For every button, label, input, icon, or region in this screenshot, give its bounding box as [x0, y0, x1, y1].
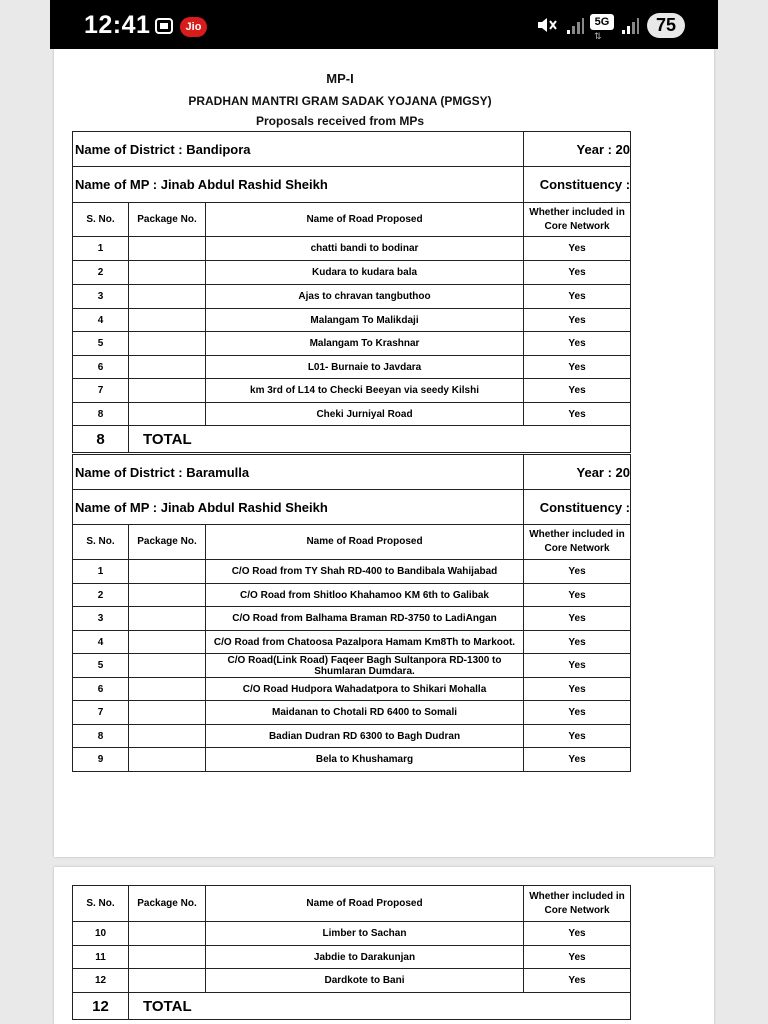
row-package — [129, 332, 206, 356]
row-core: Yes — [524, 285, 631, 309]
row-road: C/O Road from Chatoosa Pazalpora Hamam Km8Th to Markoot. — [206, 631, 524, 654]
status-time: 12:41 — [84, 11, 151, 39]
row-road: C/O Road from Balhama Braman RD-3750 to LadiAngan — [206, 607, 524, 631]
row-core: Yes — [524, 356, 631, 379]
document-subtitle-2: Proposals received from MPs — [255, 114, 425, 128]
row-sno: 4 — [73, 631, 129, 654]
mp-name: Name of MP : Jinab Abdul Rashid Sheikh — [73, 490, 524, 525]
table-row — [73, 654, 631, 678]
row-road: C/O Road Hudpora Wahadatpora to Shikari Mohalla — [206, 678, 524, 701]
proposals-table-baramulla — [72, 454, 631, 772]
row-road: Cheki Jurniyal Road — [206, 403, 524, 426]
table-row — [73, 560, 631, 584]
mp-row — [73, 490, 631, 525]
battery-indicator: 75 — [647, 13, 685, 38]
table-row — [73, 946, 631, 969]
total-row — [73, 993, 631, 1020]
row-package — [129, 560, 206, 584]
row-sno: 7 — [73, 701, 129, 725]
row-core: Yes — [524, 607, 631, 631]
row-core: Yes — [524, 678, 631, 701]
table-row — [73, 678, 631, 701]
row-core: Yes — [524, 654, 631, 678]
row-core: Yes — [524, 261, 631, 285]
row-road: Jabdie to Darakunjan — [206, 946, 524, 969]
table-row — [73, 922, 631, 946]
total-label: TOTAL — [129, 993, 631, 1020]
table-row — [73, 332, 631, 356]
row-road: L01- Burnaie to Javdara — [206, 356, 524, 379]
row-road: C/O Road from TY Shah RD-400 to Bandibala Wahijabad — [206, 560, 524, 584]
row-package — [129, 379, 206, 403]
row-package — [129, 748, 206, 772]
document-subtitle: PRADHAN MANTRI GRAM SADAK YOJANA (PMGSY) — [188, 94, 492, 108]
col-package: Package No. — [129, 525, 206, 560]
year-label: Year : 20 — [524, 455, 631, 490]
table-row — [73, 701, 631, 725]
row-sno: 6 — [73, 356, 129, 379]
col-core: Whether included in Core Network — [524, 203, 631, 237]
carrier-badge: Jio — [180, 17, 207, 37]
row-road: Kudara to kudara bala — [206, 261, 524, 285]
district-row — [73, 132, 631, 167]
total-count: 8 — [73, 426, 129, 453]
col-package: Package No. — [129, 203, 206, 237]
row-sno: 4 — [73, 309, 129, 332]
row-package — [129, 725, 206, 748]
row-road: Maidanan to Chotali RD 6400 to Somali — [206, 701, 524, 725]
row-road: Bela to Khushamarg — [206, 748, 524, 772]
row-sno: 12 — [73, 969, 129, 993]
column-header-row — [73, 203, 631, 237]
row-core: Yes — [524, 631, 631, 654]
col-road: Name of Road Proposed — [206, 886, 524, 922]
row-core: Yes — [524, 725, 631, 748]
column-header-row — [73, 886, 631, 922]
year-label: Year : 20 — [524, 132, 631, 167]
col-sno: S. No. — [73, 203, 129, 237]
network-type: 5G — [590, 14, 614, 30]
table-row — [73, 403, 631, 426]
table-row — [73, 969, 631, 993]
row-road: Badian Dudran RD 6300 to Bagh Dudran — [206, 725, 524, 748]
table-row — [73, 631, 631, 654]
row-core: Yes — [524, 309, 631, 332]
row-road: chatti bandi to bodinar — [206, 237, 524, 261]
row-core: Yes — [524, 922, 631, 946]
col-core: Whether included in Core Network — [524, 886, 631, 922]
row-package — [129, 654, 206, 678]
row-road: km 3rd of L14 to Checki Beeyan via seedy Kilshi — [206, 379, 524, 403]
col-sno: S. No. — [73, 525, 129, 560]
table-row — [73, 748, 631, 772]
row-core: Yes — [524, 701, 631, 725]
column-header-row — [73, 525, 631, 560]
network-indicator — [590, 12, 614, 40]
row-package — [129, 403, 206, 426]
row-core: Yes — [524, 332, 631, 356]
row-package — [129, 631, 206, 654]
row-package — [129, 678, 206, 701]
col-road: Name of Road Proposed — [206, 525, 524, 560]
row-package — [129, 237, 206, 261]
district-name: Name of District : Baramulla — [73, 455, 524, 490]
row-sno: 6 — [73, 678, 129, 701]
row-road: Limber to Sachan — [206, 922, 524, 946]
row-core: Yes — [524, 237, 631, 261]
row-sno: 8 — [73, 403, 129, 426]
row-core: Yes — [524, 560, 631, 584]
district-name: Name of District : Bandipora — [73, 132, 524, 167]
total-count: 12 — [73, 993, 129, 1020]
mp-row — [73, 167, 631, 203]
table-row — [73, 607, 631, 631]
row-sno: 10 — [73, 922, 129, 946]
row-sno: 5 — [73, 332, 129, 356]
row-sno: 1 — [73, 237, 129, 261]
row-road: Ajas to chravan tangbuthoo — [206, 285, 524, 309]
row-road: Malangam To Krashnar — [206, 332, 524, 356]
mp-name: Name of MP : Jinab Abdul Rashid Sheikh — [73, 167, 524, 203]
row-core: Yes — [524, 946, 631, 969]
row-sno: 11 — [73, 946, 129, 969]
row-road: C/O Road from Shitloo Khahamoo KM 6th to Galibak — [206, 584, 524, 607]
total-row — [73, 426, 631, 453]
col-sno: S. No. — [73, 886, 129, 922]
row-sno: 3 — [73, 285, 129, 309]
signal-icon — [620, 16, 640, 36]
row-package — [129, 584, 206, 607]
row-package — [129, 607, 206, 631]
col-package: Package No. — [129, 886, 206, 922]
col-core: Whether included in Core Network — [524, 525, 631, 560]
row-road: Dardkote to Bani — [206, 969, 524, 993]
row-core: Yes — [524, 403, 631, 426]
row-package — [129, 356, 206, 379]
row-package — [129, 261, 206, 285]
row-sno: 5 — [73, 654, 129, 678]
col-road: Name of Road Proposed — [206, 203, 524, 237]
row-package — [129, 969, 206, 993]
table-row — [73, 237, 631, 261]
row-core: Yes — [524, 748, 631, 772]
row-package — [129, 309, 206, 332]
constituency-label: Constituency : — [524, 167, 631, 203]
row-road: Malangam To Malikdaji — [206, 309, 524, 332]
row-package — [129, 285, 206, 309]
table-row — [73, 584, 631, 607]
row-package — [129, 922, 206, 946]
row-package — [129, 946, 206, 969]
row-package — [129, 701, 206, 725]
row-core: Yes — [524, 379, 631, 403]
row-sno: 7 — [73, 379, 129, 403]
row-road: C/O Road(Link Road) Faqeer Bagh Sultanpora RD-1300 to Shumlaran Dumdara. — [206, 654, 524, 678]
row-sno: 2 — [73, 584, 129, 607]
constituency-label: Constituency : — [524, 490, 631, 525]
table-row — [73, 379, 631, 403]
row-sno: 2 — [73, 261, 129, 285]
status-bar — [50, 0, 718, 49]
table-row — [73, 261, 631, 285]
table-row — [73, 285, 631, 309]
proposals-table-continued — [72, 885, 631, 1020]
signal-icon — [565, 16, 585, 36]
row-sno: 1 — [73, 560, 129, 584]
table-row — [73, 356, 631, 379]
total-label: TOTAL — [129, 426, 631, 453]
row-core: Yes — [524, 584, 631, 607]
document-title: MP-I — [326, 71, 354, 86]
row-sno: 3 — [73, 607, 129, 631]
row-sno: 9 — [73, 748, 129, 772]
mute-icon — [536, 15, 558, 35]
district-row — [73, 455, 631, 490]
screenshot-icon — [154, 17, 174, 35]
data-arrows-icon: ⇅ — [594, 31, 602, 41]
row-core: Yes — [524, 969, 631, 993]
table-row — [73, 309, 631, 332]
table-row — [73, 725, 631, 748]
proposals-table-bandipora — [72, 131, 631, 453]
row-sno: 8 — [73, 725, 129, 748]
